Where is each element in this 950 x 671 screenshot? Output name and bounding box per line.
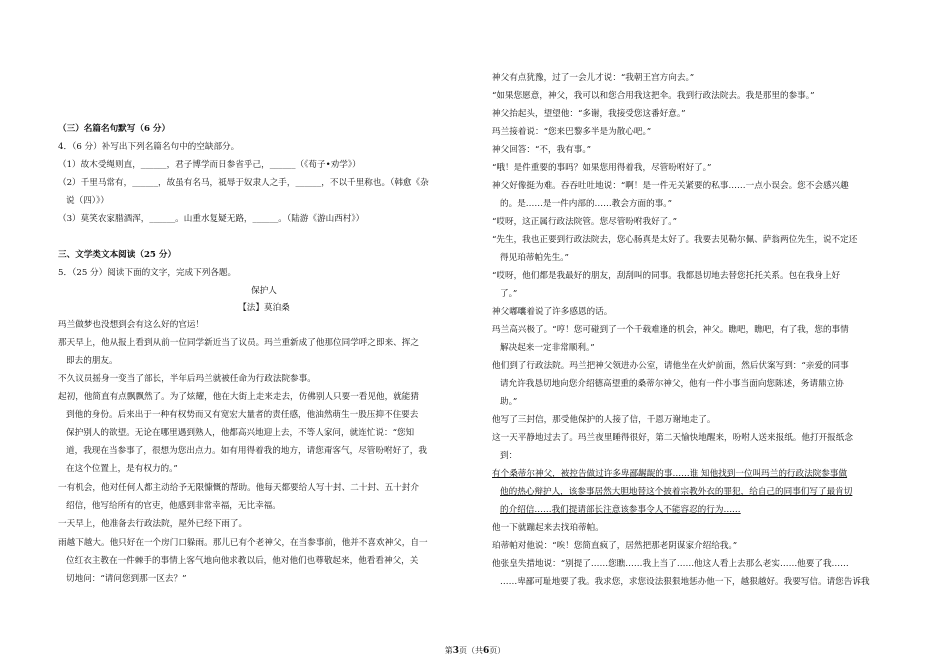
text-line: 他们到了行政法院。玛兰把神父领进办公室，请他坐在火炉前面，然后伏案写到：“亲爱的同事	[492, 361, 849, 371]
text-line: 他写了三封信，那受他保护的人接了信，千恩万谢地走了。	[492, 415, 716, 425]
text-line: 助。”	[500, 397, 518, 407]
footer-suffix: 页）	[489, 646, 506, 655]
text-line: 他的热心辩护人，该参事居然大胆地替这个披着宗教外衣的罪犯，给自己的同事们写了最肯切	[500, 487, 853, 497]
text-line: （1）故木受绳则直，______，君子博学而日参省乎己，______（《荀子•劝学》）	[58, 160, 361, 170]
text-line: 三、文学类文本阅读（25 分）	[58, 250, 177, 260]
text-line: “哦！是件重要的事吗？如果您用得着我，尽管吩咐好了。”	[492, 163, 712, 173]
text-line: 请允许我恳切地向您介绍德高望重的桑蒂尔神父，他有一件小事当面向您陈述，务请鼎立协	[500, 379, 844, 389]
footer-mid: 页（共	[459, 646, 483, 655]
page-footer	[0, 645, 950, 659]
text-line: 起初，他简直有点飘飘然了。为了炫耀，他在大街上走来走去，仿佛别人只要一看见他，就能猜	[58, 392, 419, 402]
text-line: 神父回答：“不，我有事。”	[492, 145, 592, 155]
text-line: 在这个位置上，是有权力的。”	[66, 464, 178, 474]
text-line: 他张皇失措地说：“别提了……您瞧……我上当了……他这人看上去那么老实……他要了我……	[492, 559, 849, 569]
text-line: 保护别人的欲望。无论在哪里遇到熟人，他都高兴地迎上去，不等人家问，就连忙说：“您知	[66, 428, 415, 438]
text-line: 得见珀蒂帕先生。”	[500, 253, 569, 263]
text-line: 一有机会，他对任何人都主动给予无限慷慨的帮助。他每天都要给人写十封、二十封、五十封介	[58, 483, 419, 493]
text-line: “先生，我也正要到行政法院去，您心肠真是太好了。我要去见勒尔佩、萨翁两位先生，说不定还	[492, 235, 858, 245]
text-line: 神父好像挺为难。吞吞吐吐地说：“啊！是一件无关紧要的私事……一点小误会。您不会感兴趣	[492, 181, 849, 191]
text-line: 切地问：“请问您到那一区去？”	[66, 574, 187, 584]
text-line: 玛兰做梦也没想到会有这么好的官运！	[58, 320, 205, 330]
text-line: 玛兰接着说：“您来巴黎多半是为散心吧。”	[492, 127, 652, 137]
text-line: 雨越下越大。他只好在一个房门口躲雨。那儿已有个老神父，在当参事前，他并不喜欢神父，自一	[58, 538, 428, 548]
text-line: 【法】莫泊桑	[238, 303, 290, 313]
text-line: 那天早上，他从报上看到从前一位同学新近当了议员。玛兰重新成了他那位同学呼之即来、挥之	[58, 338, 419, 348]
text-line: 珀蒂帕对他说：“唉！您简直疯了，居然把那老阴谋家介绍给我。”	[492, 541, 738, 551]
text-line: 解决起来一定非常顺利。”	[500, 343, 595, 353]
text-line: “哎呀，他们都是我最好的朋友，刮刮叫的同事。我都恳切地去替您托托关系。包在我身上好	[492, 271, 841, 281]
text-line: （2）千里马常有，______，故虽有名马，祗辱于奴隶人之手，______，不以千里称也。（韩愈《杂	[58, 178, 429, 188]
text-line: 神父嘟囔着说了许多感恩的话。	[492, 307, 613, 317]
text-line: 了。”	[500, 289, 518, 299]
text-line: 不久议员摇身一变当了部长，半年后玛兰就被任命为行政法院参事。	[58, 374, 316, 384]
text-line: 到他的身份。后来出于一种有权势而又有宽宏大量者的责任感，他油然萌生一股压抑不住要去	[66, 410, 419, 420]
text-line: 绍信，他写给所有的官吏，他感到非常幸福，无比幸福。	[66, 501, 281, 511]
text-line: 这一天平静地过去了。玛兰夜里睡得很好，第二天愉快地醒来，吩咐人送来报纸。他打开报纸念	[492, 433, 853, 443]
text-line: 到：	[500, 451, 518, 461]
text-line: （三）名篇名句默写（6 分）	[58, 124, 171, 134]
text-line: “哎呀，这正属行政法院管。您尽管吩咐我好了。”	[492, 217, 677, 227]
text-line: 神父抬起头，望望他：“多谢，我接受您这番好意。”	[492, 109, 686, 119]
text-line: 即去的朋友。	[66, 356, 118, 366]
text-line: 4．（6 分）补写出下列名篇名句中的空缺部分。	[58, 142, 240, 152]
text-line: 保护人	[251, 286, 277, 296]
text-line: 道，我现在当参事了，很想为您出点力。如有用得着我的地方，请您甭客气，尽管吩咐好了，我	[66, 446, 427, 456]
text-line: 玛兰高兴极了。“哼！您可碰到了一个千载难逢的机会，神父。瞧吧，瞧吧，有了我，您的事情	[492, 325, 849, 335]
text-line: ……卑鄙可耻地要了我。我求您，求您设法狠狠地惩办他一下，越狠越好。我要写信。请您告诉我	[500, 577, 870, 587]
text-line: 他一下就蹦起来去找珀蒂帕。	[492, 523, 604, 533]
text-line: 说（四）》）	[66, 196, 109, 206]
text-line: 神父有点犹豫，过了一会儿才说：“我朝王宫方向去。”	[492, 73, 695, 83]
text-line: 有个桑蒂尔神父，被控告做过许多卑鄙龌龊的事……谁 知他找到一位叫玛兰的行政法院参事做	[492, 469, 848, 479]
footer-total-pages: 6	[483, 646, 490, 656]
text-line: 的介绍信……我们提请部长注意该参事令人不能容忍的行为……	[500, 505, 741, 515]
text-line: 的。是……是一件内部的……教会方面的事。”	[500, 199, 672, 209]
text-line: 位红衣主教在一件棘手的事情上客气地向他求教以后，他对他们也尊敬起来，他看看神父，关	[66, 556, 419, 566]
text-line: 一天早上，他准备去行政法院，屋外已经下雨了。	[58, 519, 248, 529]
text-line: （3）莫笑农家腊酒浑，______。山重水复疑无路，______。（陆游《游山西村》）	[58, 214, 365, 224]
footer-page-number: 3	[452, 646, 459, 656]
text-line: “如果您愿意，神父，我可以和您合用我这把伞。我到行政法院去。我是那里的参事。”	[492, 91, 815, 101]
text-line: 5．（25 分）阅读下面的文字，完成下列各题。	[58, 268, 237, 278]
footer-prefix: 第	[444, 646, 453, 655]
